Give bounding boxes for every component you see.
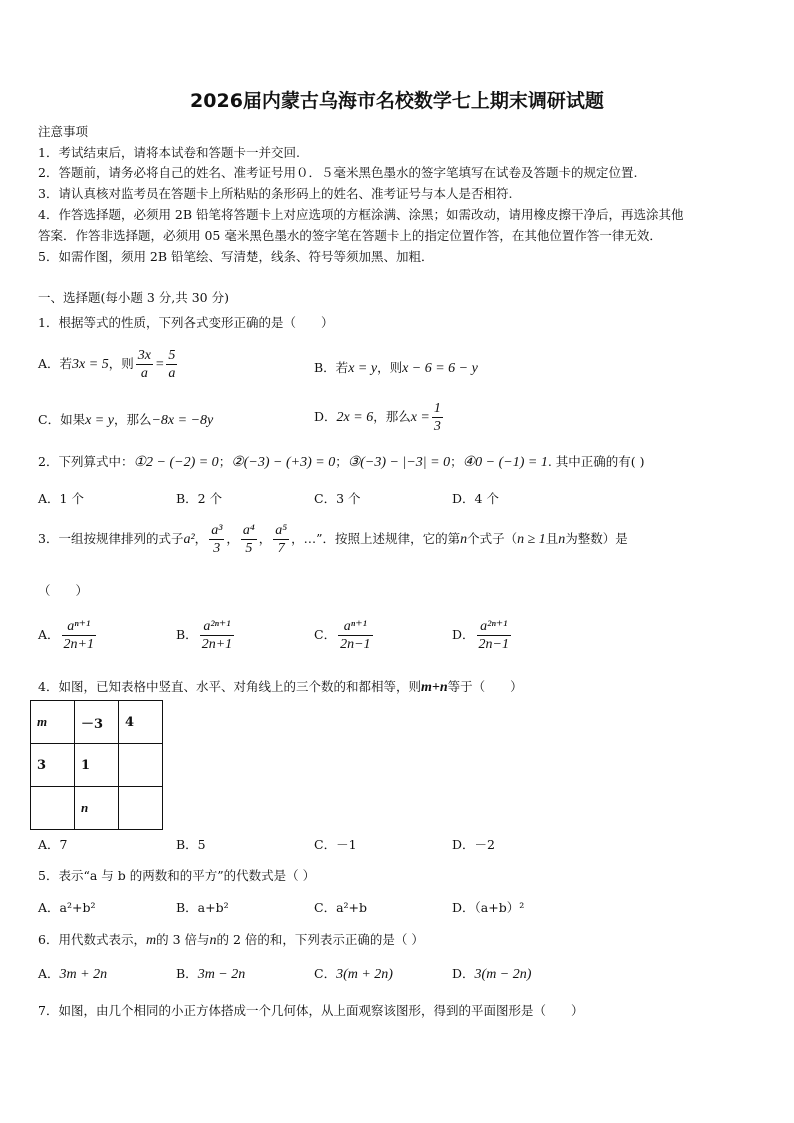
- page-title: 2026届内蒙古乌海市名校数学七上期末调研试题: [190, 90, 604, 112]
- q4-option-c: C．－1: [314, 837, 357, 852]
- q3-term-4-num: a⁵: [275, 523, 288, 538]
- q3-option-b: [176, 618, 236, 653]
- note-item: 3．请认真核对监考员在答题卡上所粘贴的条形码上的姓名、准考证号与本人是否相符.: [38, 186, 513, 201]
- q6-var-m: m: [145, 933, 157, 948]
- q6c-label: C．: [314, 966, 337, 981]
- q3a-num: aⁿ⁺¹: [62, 618, 96, 636]
- q2-option-a: A．1 个: [38, 491, 84, 506]
- q1a-frac1-den: a: [140, 366, 148, 381]
- grid-row: [31, 787, 163, 830]
- question-2-stem: [38, 452, 645, 471]
- q2-sep: ；: [218, 454, 232, 469]
- section-heading: 一、选择题(每小题 3 分,共 30 分): [38, 290, 229, 305]
- q1a-frac2: [166, 347, 177, 382]
- q3-stem-suffix: 为整数）是: [565, 531, 628, 546]
- q2-option-b: B．2 个: [176, 491, 223, 506]
- q5-option-d: D．（a+b）²: [452, 900, 525, 915]
- q1-option-c: [38, 410, 213, 429]
- note-item: 2．答题前，请务必将自己的姓名、准考证号用０．５毫米黑色墨水的签字笔填写在试卷及答题卡的规定位置.: [38, 165, 638, 180]
- grid-row: [31, 744, 163, 787]
- q3-option-d: [452, 618, 513, 653]
- note-item: 答案．作答非选择题，必须用 05 毫米黑色墨水的签字笔在答题卡上的指定位置作答，在其他位置作答一律无效．: [38, 228, 662, 243]
- q1c-label: C．如果: [38, 412, 86, 427]
- q3-term-2-num: a³: [211, 523, 223, 538]
- question-4-stem: [38, 677, 523, 696]
- q6c-expr: 3(m + 2n): [336, 967, 393, 982]
- q1-option-a: [38, 347, 179, 382]
- q6-stem-mid: 的 3 倍与: [156, 932, 210, 947]
- q6b-label: B．: [176, 966, 198, 981]
- question-6-stem: [38, 930, 424, 949]
- q3-paren: （ ）: [38, 583, 89, 598]
- q3b-num: a²ⁿ⁺¹: [200, 618, 234, 636]
- q5-option-b: B．a+b²: [176, 900, 229, 915]
- q3-term-3-den: 5: [245, 541, 253, 556]
- q3-comma: ，: [258, 531, 272, 546]
- q1a-frac1-num: 3x: [137, 348, 151, 363]
- q3b-frac: [200, 618, 234, 653]
- q6-option-d: [452, 964, 531, 983]
- q3c-frac: [338, 618, 372, 653]
- q3-comma: ，: [194, 531, 208, 546]
- q2-stem-suffix: . 其中正确的有( ): [547, 454, 645, 469]
- q3-stem-mid2: 个式子（: [467, 531, 518, 546]
- q1b-label: B．若: [314, 360, 349, 375]
- q2-expr-2: ②(−3) − (+3) = 0: [231, 455, 336, 470]
- q4-stem-prefix: 4．如图，已知表格中竖直、水平、对角线上的三个数的和都相等，则: [38, 679, 421, 694]
- q3a-frac: [62, 618, 96, 653]
- q4-option-d: D．－2: [452, 837, 495, 852]
- q1a-eqsign: =: [154, 357, 165, 372]
- q1-option-b: [314, 358, 478, 377]
- grid-row: [31, 701, 163, 744]
- q1c-eq: x = y: [85, 413, 114, 428]
- q3-term-3: [241, 522, 257, 557]
- q3d-den: 2n−1: [478, 637, 509, 652]
- q3-comma: ，: [226, 531, 239, 546]
- q5-option-c: C．a²+b: [314, 900, 368, 915]
- q3d-label: D．: [452, 627, 475, 642]
- question-3-stem: [38, 522, 628, 557]
- q4-stem-suffix: 等于（ ）: [447, 679, 523, 694]
- q4-mn: m+n: [420, 680, 448, 695]
- q1b-mid: ，则: [377, 360, 403, 375]
- q6-var-n: n: [209, 933, 217, 948]
- q1-option-d: [314, 400, 445, 435]
- grid-cell: [31, 787, 75, 830]
- q6-option-a: [38, 964, 107, 983]
- q2-expr-1: ①2 − (−2) = 0: [133, 455, 219, 470]
- q1c-mid: ，那么: [113, 412, 152, 427]
- q4-number-grid: [30, 700, 163, 830]
- q3c-den: 2n−1: [340, 637, 371, 652]
- q3-term-1: a²: [183, 532, 195, 547]
- q3c-num: aⁿ⁺¹: [338, 618, 372, 636]
- q3-option-a: [38, 618, 98, 653]
- grid-cell: n: [75, 787, 119, 830]
- q6-stem-suffix: 的 2 倍的和，下列表示正确的是（ ）: [216, 932, 424, 947]
- notes-heading: 注意事项: [38, 124, 89, 139]
- q1a-frac1: [136, 347, 153, 382]
- q3-var-n: n: [558, 532, 566, 547]
- q3-stem-mid3: 且: [545, 531, 559, 546]
- q1b-eq: x = y: [348, 361, 378, 376]
- q1d-label: D．: [314, 409, 337, 424]
- q3d-frac: [477, 618, 511, 653]
- q1a-eq: 3x = 5: [72, 357, 109, 372]
- q3a-label: A．: [38, 627, 60, 642]
- q6-stem-prefix: 6．用代数式表示，: [38, 932, 146, 947]
- q3-term-4: [273, 522, 289, 557]
- q1d-eq: 2x = 6: [336, 410, 374, 425]
- q1a-mid: ，则: [108, 356, 134, 371]
- q2-sep: ；: [450, 454, 463, 469]
- q2-option-c: C．3 个: [314, 491, 361, 506]
- q3-stem-mid: ，…”．按照上述规律，它的第: [291, 531, 461, 546]
- q3-var-n: n: [460, 532, 468, 547]
- q6a-expr: 3m + 2n: [59, 967, 108, 982]
- q3-term-2: [209, 522, 224, 557]
- question-7-stem: 7．如图，由几个相同的小正方体搭成一个几何体，从上面观察该图形，得到的平面图形是（ ）: [38, 1003, 584, 1018]
- q1c-res: −8x = −8y: [151, 413, 214, 428]
- q6b-expr: 3m − 2n: [197, 967, 246, 982]
- note-item: 5．如需作图，须用 2B 铅笔绘、写清楚，线条、符号等须加黑、加粗．: [38, 249, 434, 264]
- q3-term-2-den: 3: [213, 541, 221, 556]
- q3-option-c: [314, 618, 375, 653]
- q3b-den: 2n+1: [201, 637, 233, 652]
- q6a-label: A．: [38, 966, 60, 981]
- question-1-stem: 1．根据等式的性质，下列各式变形正确的是（ ）: [38, 315, 334, 330]
- q2-sep: ；: [335, 454, 348, 469]
- grid-cell: 1: [75, 744, 119, 787]
- q6-option-c: [314, 964, 393, 983]
- q1a-frac2-num: 5: [168, 348, 176, 363]
- grid-cell: 4: [119, 701, 163, 744]
- q1d-frac-num: 1: [433, 401, 441, 416]
- q3c-label: C．: [314, 627, 337, 642]
- question-5-stem: 5．表示“a 与 b 的两数和的平方”的代数式是（ ）: [38, 868, 316, 883]
- q1d-frac-den: 3: [433, 419, 441, 434]
- q4-option-a: A．7: [38, 837, 68, 852]
- q3-term-3-num: a⁴: [242, 523, 255, 538]
- note-item: 1．考试结束后，请将本试卷和答题卡一并交回.: [38, 145, 300, 160]
- q3d-num: a²ⁿ⁺¹: [477, 618, 511, 636]
- q3-condition: n ≥ 1: [517, 532, 546, 547]
- q2-expr-3: ③(−3) − |−3| = 0: [347, 455, 451, 470]
- q3-term-4-den: 7: [277, 541, 285, 556]
- q1a-frac2-den: a: [168, 366, 176, 381]
- q4-option-b: B．5: [176, 837, 206, 852]
- q6-option-b: [176, 964, 245, 983]
- q2-expr-4: ④0 − (−1) = 1: [462, 455, 548, 470]
- q3a-den: 2n+1: [63, 637, 94, 652]
- q3b-label: B．: [176, 627, 198, 642]
- grid-cell: 3: [31, 744, 75, 787]
- q1d-mid: ，那么: [373, 409, 411, 424]
- q1a-label: A．若: [38, 356, 73, 371]
- q2-option-d: D．4 个: [452, 491, 499, 506]
- q2-stem-prefix: 2．下列算式中：: [38, 454, 134, 469]
- grid-cell: m: [31, 701, 75, 744]
- note-item: 4．作答选择题，必须用 2B 铅笔将答题卡上对应选项的方框涂满、涂黑；如需改动，请用橡皮擦干净后，再选涂其他: [38, 207, 684, 222]
- q6d-label: D．: [452, 966, 475, 981]
- q3-stem-prefix: 3．一组按规律排列的式子: [38, 531, 184, 546]
- grid-cell: [119, 787, 163, 830]
- grid-cell: [119, 744, 163, 787]
- q1d-frac: [432, 400, 443, 435]
- q5-option-a: A．a²+b²: [38, 900, 96, 915]
- q1b-res: x − 6 = 6 − y: [402, 361, 478, 376]
- q6d-expr: 3(m − 2n): [474, 967, 532, 982]
- grid-cell: －3: [75, 701, 119, 744]
- q1d-var: x =: [410, 410, 430, 425]
